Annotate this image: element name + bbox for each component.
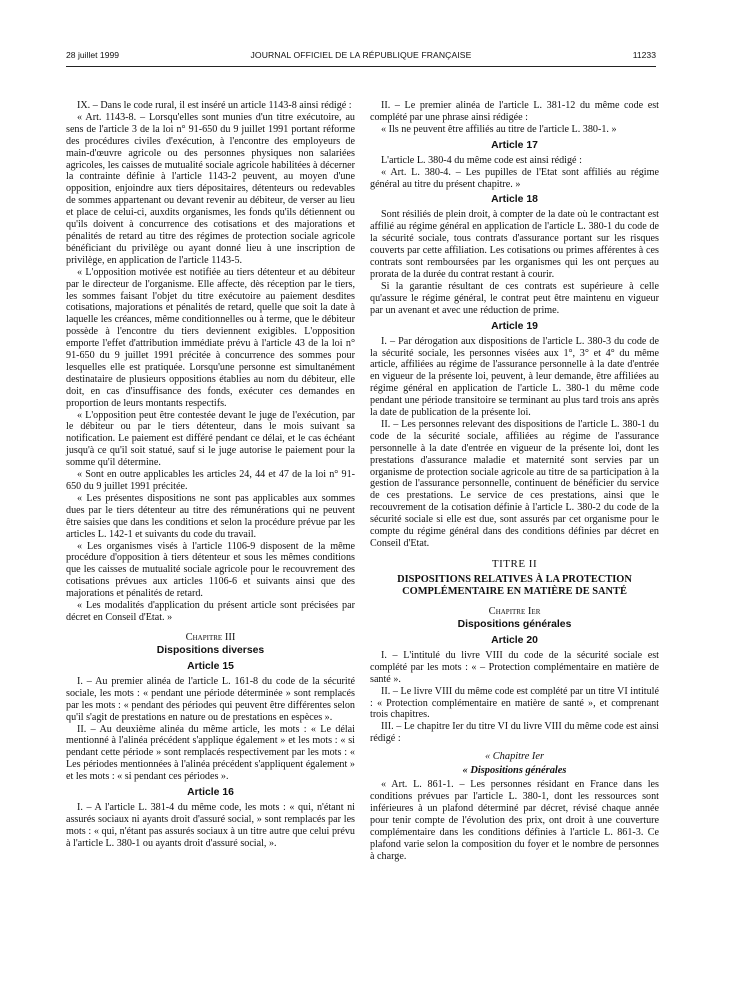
paragraph: II. – Au deuxième alinéa du même article, les mots : « Le délai mentionné à l'alinéa précédent s'applique également » et les mots : « si pendant cette période » sont remplacés respectivement par les mots : « Les périodes mentionnées à l'alinéa précédent s'appliquent également » et les mots : « si pendant ces périodes ». bbox=[66, 723, 355, 783]
paragraph: « Art. 1143-8. – Lorsqu'elles sont munies d'un titre exécutoire, au sens de l'article 3 de la loi n° 91-650 du 9 juillet 1991 portant réforme des procédures civiles d'exécution, à l'encontre des employeurs de main-d'œuvre agricole ou des personnes physiques non salariées agricoles, les caisses de mutualité sociale agricole habilitées à décerner la contrainte définie à l'article 1143-2 peuvent, au moyen d'une opposition, enjoindre aux tiers dépositaires, détenteurs ou redevables de sommes appartenant ou devant revenir au débiteur, de verser au lieu et place de celui-ci, auxdits organismes, les fonds qu'ils détiennent ou qu'ils doivent à concurrence des cotisations et des majorations et pénalités de retard au titre des régimes de protection sociale agricole bénéficiant du privilège ou ayant donné lieu à une inscription de privilège, en application de l'article 1143-5. bbox=[66, 111, 355, 266]
article-heading: Article 18 bbox=[491, 194, 538, 206]
paragraph: II. – Le livre VIII du même code est complété par un titre VI intitulé : « Protection complémentaire en matière de santé », et comprenant trois chapitres. bbox=[370, 685, 659, 721]
article-heading: Article 17 bbox=[491, 139, 538, 151]
paragraph: « Art. L. 380-4. – Les pupilles de l'Etat sont affiliés au régime général au titre du présent chapitre. » bbox=[370, 166, 659, 190]
paragraph: I. – Au premier alinéa de l'article L. 161-8 du code de la sécurité sociale, les mots : « pendant une période déterminée » sont remplacés par les mots : « pendant des périodes qui peuvent être différentes selon qu'il s'agit de prestations en nature ou de prestations en espèces ». bbox=[66, 675, 355, 723]
paragraph: « Ils ne peuvent être affiliés au titre de l'article L. 380-1. » bbox=[381, 123, 617, 135]
title-subheading: DISPOSITIONS RELATIVES À LA PROTECTION COMPLÉMENTAIRE EN MATIÈRE DE SANTÉ bbox=[397, 573, 632, 597]
chapter-heading: Chapitre Ier bbox=[488, 605, 541, 617]
paragraph: Si la garantie résultant de ces contrats est supérieure à celle qu'assure le régime général, le contrat peut être maintenu en vigueur par un avenant et avec une réduction de prime. bbox=[370, 280, 659, 316]
paragraph: II. – Le premier alinéa de l'article L. 381-12 du même code est complété par une phrase ainsi rédigée : bbox=[370, 100, 659, 123]
paragraph: Sont résiliés de plein droit, à compter de la date où le contractant est affilié au régime général en application de l'article L. 380-1 du code de la sécurité sociale, tous contrats d'assurance portant sur les risques couverts par cette affiliation. Les cotisations ou primes afférentes à ces contrats sont remboursées par les organismes qui les ont perçues au prorata de la durée du contrat restant à courir. bbox=[370, 209, 659, 280]
article-heading: Article 20 bbox=[491, 634, 538, 646]
header-journal-title: JOURNAL OFFICIEL DE LA RÉPUBLIQUE FRANÇAISE bbox=[250, 50, 472, 60]
quoted-chapter-heading: « Chapitre Ier bbox=[484, 751, 545, 763]
paragraph: II. – Les personnes relevant des dispositions de l'article L. 380-1 du code de la sécurité sociale, affiliées au régime de l'assurance personnelle à la date d'entrée en vigueur de la présente loi, dont les prestations d'assurance maladie et maternité sont servies par un organisme de protection sociale agricole au titre de sa participation à la gestion de l'assurance personnelle, continuent de bénéficier du service de ces prestations. Le service de ces prestations, ainsi que le recouvrement de la cotisation définie à l'article L. 380-2 du code de la sécurité sociale si elle est due, sont assurés par cet organisme pour le compte du régime général dans des conditions définies par décret en Conseil d'Etat. bbox=[370, 418, 659, 549]
left-column bbox=[66, 100, 355, 850]
paragraph: « Les modalités d'application du présent article sont précisées par décret en Conseil d'Etat. » bbox=[66, 600, 355, 623]
paragraph: III. – Le chapitre Ier du titre VI du livre VIII du même code est ainsi rédigé : bbox=[370, 721, 659, 745]
chapter-heading: Chapitre III bbox=[185, 631, 236, 643]
paragraph: « Les organismes visés à l'article 1106-9 disposent de la même procédure d'opposition à tiers détenteur et sous les mêmes conditions que les caisses de mutualité sociale agricole pour le recouvrement des cotisations prévues aux articles 1106-6 et suivants ainsi que des majorations et pénalités de retard. bbox=[66, 540, 355, 600]
chapter-title: Dispositions générales bbox=[457, 618, 572, 630]
page-header bbox=[66, 50, 656, 64]
chapter-title: Dispositions diverses bbox=[156, 644, 265, 656]
paragraph: L'article L. 380-4 du même code est ainsi rédigé : bbox=[381, 154, 582, 166]
title-heading: TITRE II bbox=[491, 557, 538, 570]
quoted-section-heading: « Dispositions générales bbox=[462, 765, 567, 777]
paragraph: I. – Par dérogation aux dispositions de l'article L. 380-3 du code de la sécurité sociale, les personnes visées aux 1°, 3° et 4° du même article, affiliées au régime de l'assurance personnelle à la date d'entrée en vigueur de la présente loi, peuvent, à leur demande, être affiliées au régime général en application de l'article L. 380-1 du même code pendant une période transitoire se terminant au plus tard trois ans après la date de publication de la présente loi. bbox=[370, 335, 659, 419]
paragraph: IX. – Dans le code rural, il est inséré un article 1143-8 ainsi rédigé : bbox=[77, 100, 352, 111]
article-heading: Article 16 bbox=[187, 787, 234, 799]
article-heading: Article 19 bbox=[491, 320, 538, 332]
paragraph: « Les présentes dispositions ne sont pas applicables aux sommes dues par le tiers détenteur au titre des rémunérations qui ne peuvent être saisies que dans les conditions et selon la procédure prévue par les articles L. 142-1 et suivants du code du travail. bbox=[66, 492, 355, 540]
paragraph: « L'opposition peut être contestée devant le juge de l'exécution, par le débiteur ou par le tiers détenteur, dans le mois suivant sa notification. Le paiement est différé pendant ce délai, et le cas échéant jusqu'à ce qu'il soit statué, sauf si le juge autorise le paiement pour la somme qu'il détermine. bbox=[66, 409, 355, 469]
paragraph: « Art. L. 861-1. – Les personnes résidant en France dans les conditions prévues par l'article L. 380-1, dont les ressources sont inférieures à un plafond déterminé par décret, révisé chaque année pour tenir compte de l'évolution des prix, ont droit à une couverture complémentaire dans les conditions définies à l'article L. 861-3. Ce plafond varie selon la composition du foyer et le nombre de personnes à charge. bbox=[370, 779, 659, 862]
article-heading: Article 15 bbox=[187, 660, 234, 672]
header-date: 28 juillet 1999 bbox=[66, 50, 120, 60]
paragraph: « L'opposition motivée est notifiée au tiers détenteur et au débiteur par le directeur de l'organisme. Elle affecte, dès réception par le tiers, les sommes faisant l'objet du titre exécutoire au paiement desdites cotisations, majorations et pénalités de retard, quelle que soit la date à laquelle les créances, même conditionnelles ou à terme, que le débiteur possède à l'encontre du tiers deviennent exigibles. L'opposition emporte l'effet d'attribution immédiate prévu à l'article 43 de la loi n° 91-650 du 9 juillet 1991 précitée à concurrence des sommes pour lesquelles elle est pratiquée. Lorsqu'une personne est simultanément destinataire de plusieurs oppositions établies au nom du débiteur, elle doit, en cas d'insuffisance des fonds, exécuter ces demandes en proportion de leurs montants respectifs. bbox=[66, 266, 355, 409]
header-page-number: 11233 bbox=[632, 50, 656, 60]
paragraph: I. – A l'article L. 381-4 du même code, les mots : « qui, n'étant ni assurés sociaux ni ayants droit d'assuré social, » sont remplacés par les mots : « qui, n'étant pas assurés sociaux à un titre autre que celui prévu à l'article L. 380-1 ou ayants droit d'assuré social, ». bbox=[66, 802, 355, 849]
paragraph: I. – L'intitulé du livre VIII du code de la sécurité sociale est complété par les mots : « – Protection complémentaire en matière de santé ». bbox=[370, 649, 659, 685]
header-rule bbox=[66, 66, 656, 67]
right-column bbox=[370, 100, 659, 863]
paragraph: « Sont en outre applicables les articles 24, 44 et 47 de la loi n° 91-650 du 9 juillet 1991 précitée. bbox=[66, 469, 355, 492]
